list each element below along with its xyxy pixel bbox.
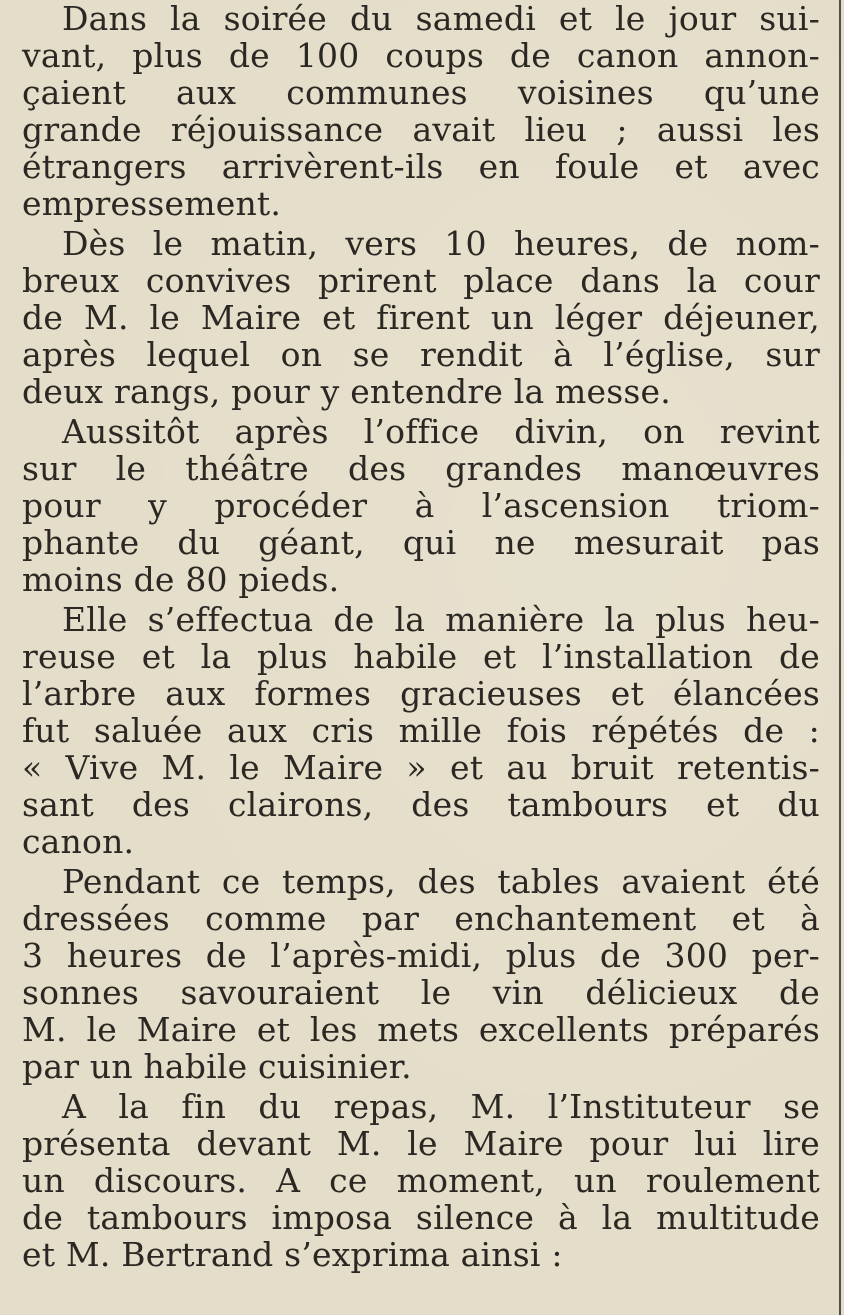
text-line: breux convives prirent place dans la cour — [22, 261, 820, 300]
paragraph-3 — [22, 413, 820, 598]
text-line: de M. le Maire et firent un léger déjeuner, — [22, 298, 820, 337]
text-line: empressement. — [22, 184, 282, 223]
article-text — [22, 0, 820, 1276]
paragraph-6 — [22, 1088, 820, 1273]
text-line: A la fin du repas, M. l’Instituteur se — [62, 1087, 820, 1126]
text-line: canon. — [22, 822, 135, 861]
paragraph-4 — [22, 601, 820, 860]
text-line: fut saluée aux cris mille fois répétés de : — [22, 711, 820, 750]
paragraph-1 — [22, 0, 820, 222]
text-line: Dans la soirée du samedi et le jour sui- — [62, 0, 820, 38]
text-line: reuse et la plus habile et l’installation de — [22, 637, 820, 676]
text-line: M. le Maire et les mets excellents préparés — [22, 1010, 820, 1049]
text-line: et M. Bertrand s’exprima ainsi : — [22, 1235, 563, 1274]
text-line: par un habile cuisinier. — [22, 1047, 412, 1086]
text-line: çaient aux communes voisines qu’une — [22, 73, 820, 112]
text-line: Pendant ce temps, des tables avaient été — [62, 862, 820, 901]
text-line: de tambours imposa silence à la multitude — [22, 1198, 820, 1237]
text-line: l’arbre aux formes gracieuses et élancées — [22, 674, 820, 713]
text-line: Dès le matin, vers 10 heures, de nom- — [62, 224, 820, 263]
text-line: Elle s’effectua de la manière la plus heu- — [62, 600, 820, 639]
column-rule — [839, 0, 841, 1315]
text-line: Aussitôt après l’office divin, on revint — [62, 412, 820, 451]
paragraph-5 — [22, 863, 820, 1085]
text-line: un discours. A ce moment, un roulement — [22, 1161, 820, 1200]
text-line: grande réjouissance avait lieu ; aussi les — [22, 110, 820, 149]
text-line: sant des clairons, des tambours et du — [22, 785, 820, 824]
text-line: 3 heures de l’après-midi, plus de 300 per- — [22, 936, 820, 975]
paragraph-2 — [22, 225, 820, 410]
text-line: après lequel on se rendit à l’église, sur — [22, 335, 820, 374]
text-line: phante du géant, qui ne mesurait pas — [22, 523, 820, 562]
text-line: vant, plus de 100 coups de canon annon- — [22, 36, 820, 75]
text-line: pour y procéder à l’ascension triom- — [22, 486, 820, 525]
text-line: sonnes savouraient le vin délicieux de — [22, 973, 820, 1012]
text-line: présenta devant M. le Maire pour lui lire — [22, 1124, 820, 1163]
text-line: « Vive M. le Maire » et au bruit retentis- — [22, 748, 820, 787]
text-line: étrangers arrivèrent-ils en foule et avec — [22, 147, 820, 186]
text-line: moins de 80 pieds. — [22, 560, 340, 599]
text-line: dressées comme par enchantement et à — [22, 899, 820, 938]
text-line: sur le théâtre des grandes manœuvres — [22, 449, 820, 488]
text-line: deux rangs, pour y entendre la messe. — [22, 372, 671, 411]
